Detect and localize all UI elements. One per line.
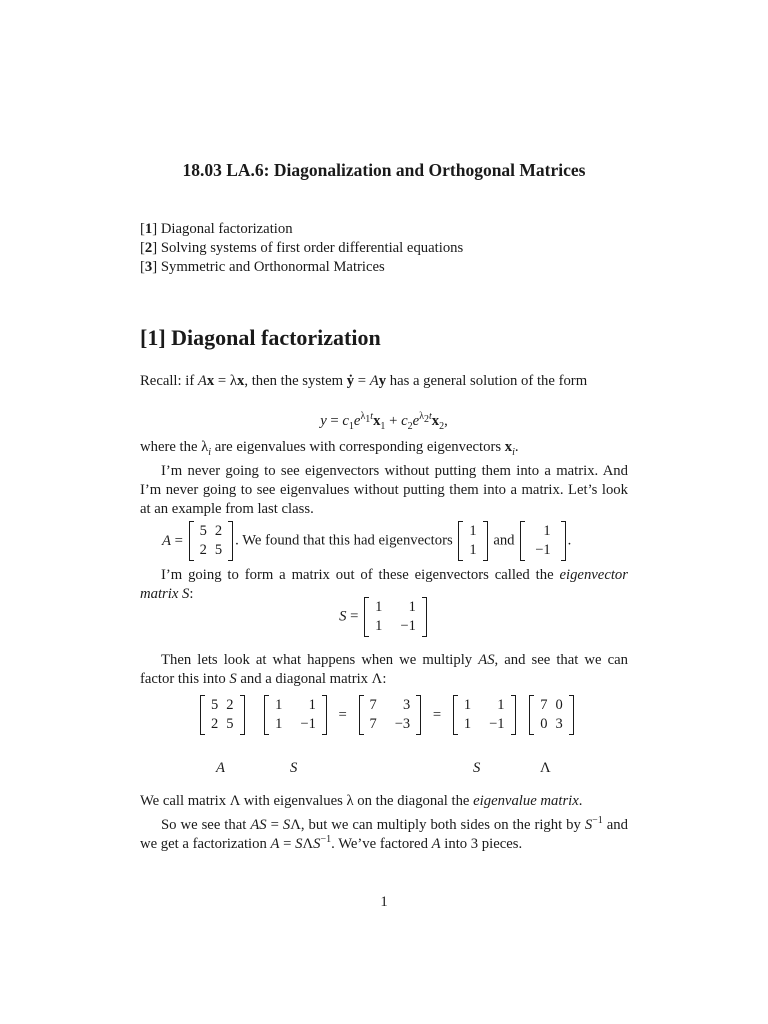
- text-run: are eigenvalues with corresponding eigenvectors: [211, 439, 505, 455]
- text-run: .: [578, 793, 583, 809]
- matrix-s: 1 1 1 −1: [364, 597, 427, 637]
- page-number: 1: [380, 894, 388, 910]
- text-run: and we get a factorization: [140, 817, 628, 852]
- toc-item[interactable]: [1] Diagonal factorization: [140, 221, 293, 237]
- matrix-product: 7 3 7 −3: [359, 695, 422, 735]
- toc-item[interactable]: [3] Symmetric and Orthonormal Matrices: [140, 259, 385, 275]
- emphasis: eigenvalue matrix: [473, 793, 579, 809]
- emphasis: eigenvector matrix S: [140, 567, 628, 602]
- toc-text: Solving systems of first order differential equations: [160, 240, 464, 256]
- text-run: , and see that we can factor this into: [140, 652, 629, 687]
- paragraph-where: where the $\lambda_i$ are eigenvalues with corresponding eigenvectors $x_i$.: [140, 439, 519, 458]
- label-lambda: Λ: [540, 760, 551, 776]
- text-run: and a diagonal matrix Λ:: [236, 671, 387, 687]
- toc-number: 3: [144, 259, 153, 275]
- text-run: Then lets look at what happens when we multiply: [161, 652, 479, 668]
- section-heading: [1] Diagonal factorization: [140, 325, 381, 350]
- paragraph-so: So we see that AS = SΛ, but we can multiply both sides on the right by $S^{-1}$ and we get a factorization $A = S\Lambda S^{-1}$. We’ve factored A into 3 pieces.: [140, 815, 628, 852]
- toc-number: 1: [144, 221, 153, 237]
- example-matrix-line: A = 5 2 2 5 . We found that this had eigenvectors 1 1 and 1 −1 .: [162, 521, 571, 561]
- text-run: has a general solution of the form: [386, 373, 588, 389]
- matrix-a: 5 2 2 5: [189, 521, 234, 561]
- text-run: I’m going to form a matrix out of these eigenvectors called the: [161, 567, 560, 583]
- text-run: We call matrix Λ with eigenvalues λ on the diagonal the: [140, 793, 474, 809]
- paragraph-then: Then lets look at what happens when we multiply AS, and see that we can factor this into S and a diagonal matrix Λ:: [140, 652, 629, 687]
- text-run: :: [189, 586, 194, 602]
- text-run: , then the system: [244, 373, 347, 389]
- table-of-contents: [140, 220, 463, 277]
- toc-text: Diagonal factorization: [160, 221, 293, 237]
- text-run: . We found that this had eigenvectors: [235, 532, 453, 549]
- matrix-a: 5 2 2 5: [200, 695, 245, 735]
- text-run: and: [493, 532, 515, 549]
- document-page: [140, 0, 628, 1024]
- label-a: A: [216, 760, 225, 776]
- matrix-s: 1 1 1 −1: [453, 695, 516, 735]
- factorization-equation: 5 2 2 5 1 1 1 −1 = 7 3 7 −3 = 1 1 1 −1 7 0 0 3: [198, 695, 576, 735]
- paragraph-call: [140, 792, 628, 811]
- text-run: , but we can multiply both sides on the right by: [300, 817, 585, 833]
- paragraph-never: I’m never going to see eigenvectors without putting them into a matrix. And I’m never going to see eigenvalues without putting them into a matrix. Let’s look at an example from last class.: [140, 463, 628, 517]
- matrix-lambda: 7 0 0 3: [529, 695, 574, 735]
- paragraph-recall: Recall: if Ax = λx, then the system ẏ = Ay has a general solution of the form: [140, 373, 588, 389]
- label-s: S: [473, 760, 481, 776]
- text-run: So we see that: [161, 817, 251, 833]
- general-solution-equation: $y = c_1e^{\lambda_1t}x_1 + c_2e^{\lambda_2t}x_2$,: [320, 411, 448, 432]
- text-run: where the: [140, 439, 202, 455]
- text-run: into 3 pieces.: [440, 836, 523, 852]
- toc-text: Symmetric and Orthonormal Matrices: [160, 259, 385, 275]
- toc-number: 2: [144, 240, 153, 256]
- eigenvector-2: 1 −1: [520, 521, 565, 561]
- text-run: Recall: if: [140, 373, 198, 389]
- matrix-s: 1 1 1 −1: [264, 695, 327, 735]
- toc-item[interactable]: [2] Solving systems of first order differential equations: [140, 240, 464, 256]
- eigenvector-1: 1 1: [458, 521, 487, 561]
- eigenvector-matrix-equation: S = 1 1 1 −1: [140, 597, 628, 637]
- document-title: 18.03 LA.6: Diagonalization and Orthogonal Matrices: [182, 160, 586, 180]
- label-s: S: [290, 760, 298, 776]
- text-run: . We’ve factored: [331, 836, 432, 852]
